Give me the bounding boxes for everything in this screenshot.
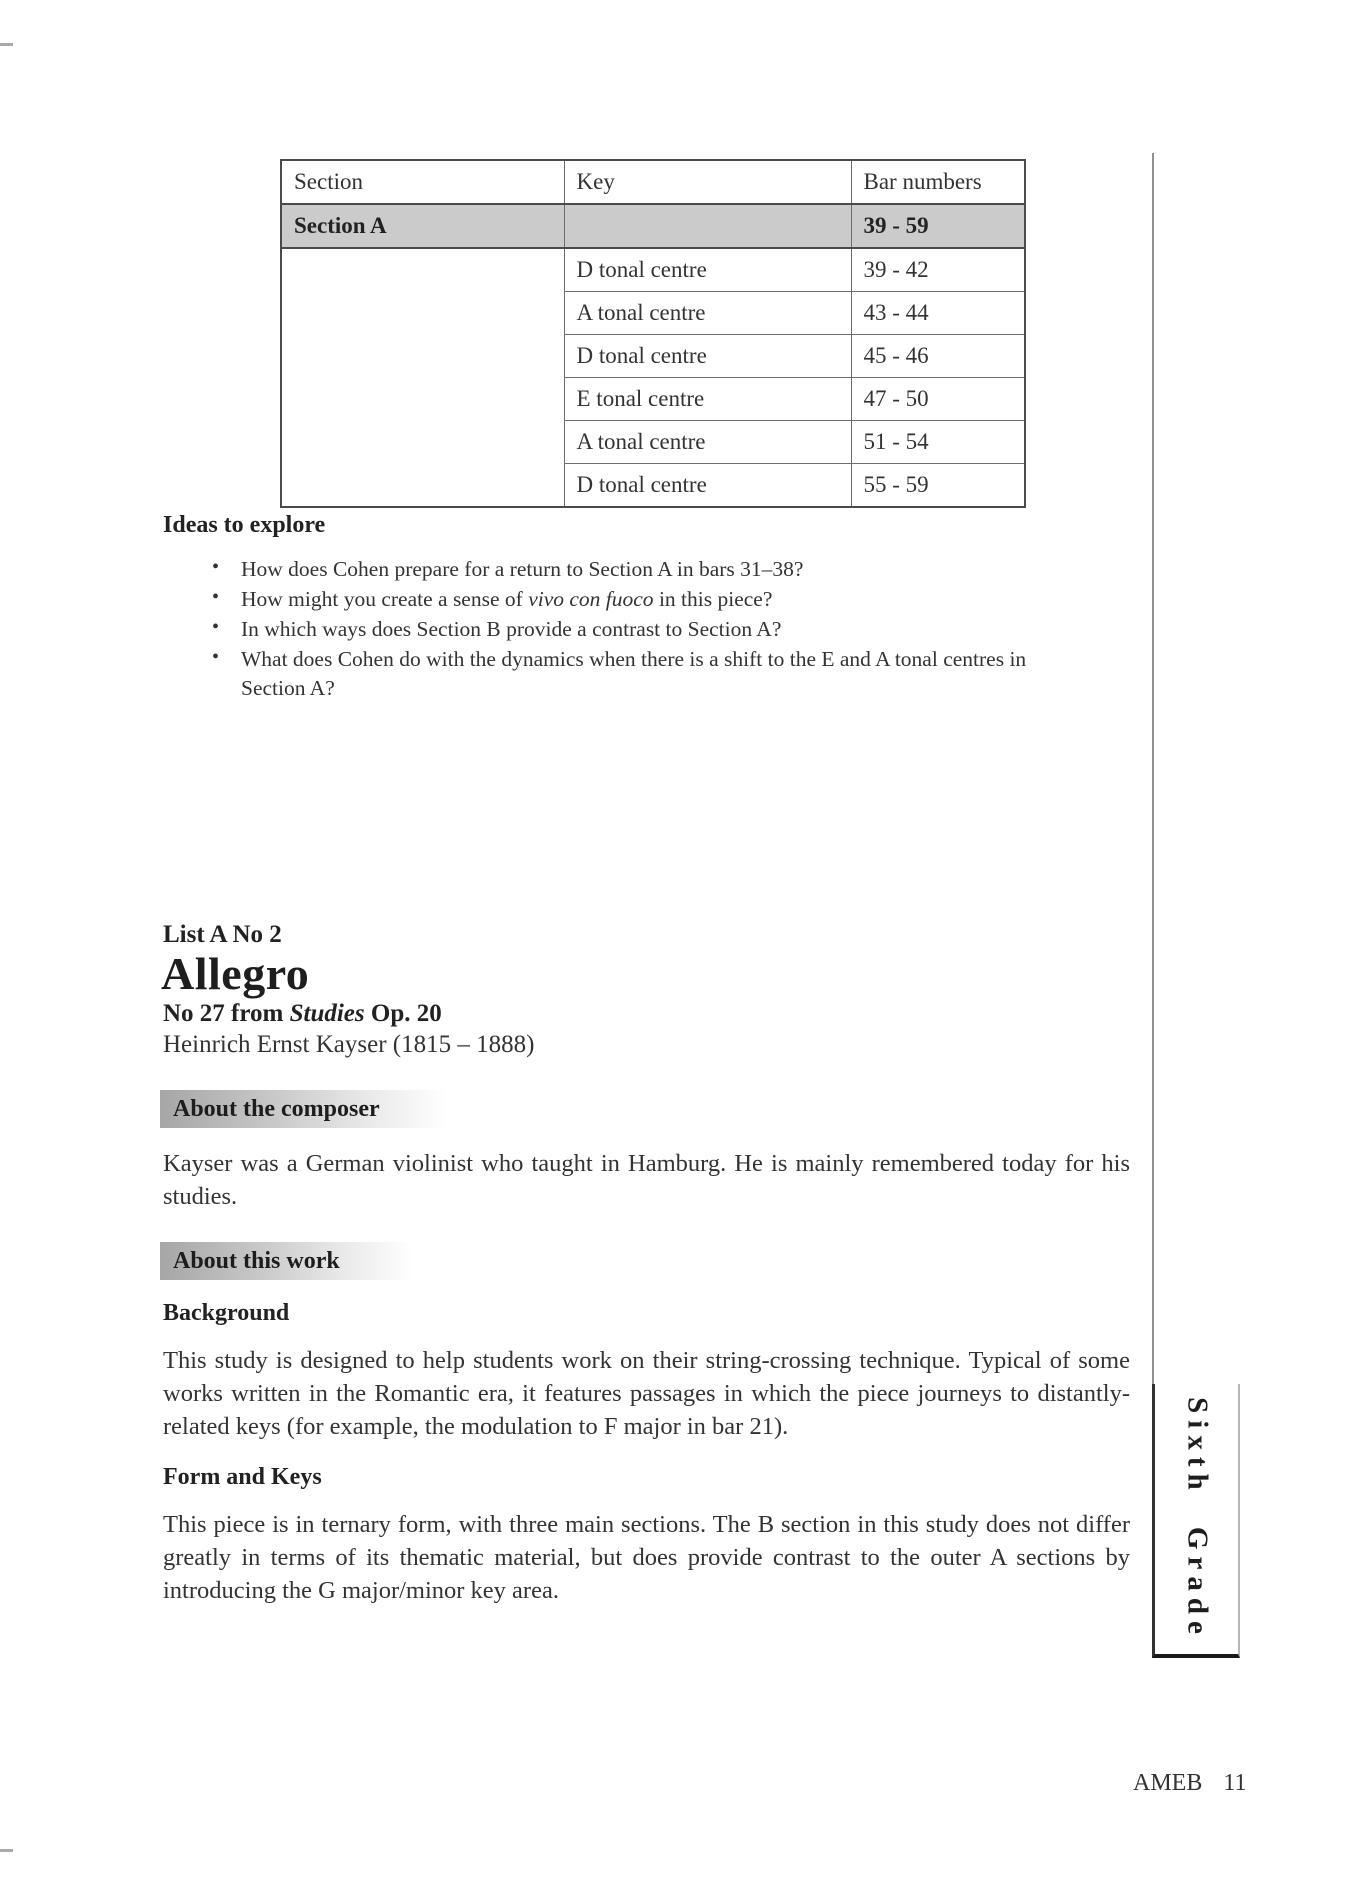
cell-bars: 55 - 59 bbox=[851, 464, 1025, 508]
bullet-text-italic: vivo con fuoco bbox=[528, 587, 654, 611]
grade-tab bbox=[1152, 1384, 1240, 1658]
cell-section-a-key bbox=[564, 204, 851, 248]
ideas-list bbox=[163, 555, 1068, 704]
about-composer-body: Kayser was a German violinist who taught in Hamburg. He is mainly remembered today for his studies. bbox=[163, 1150, 1130, 1210]
scan-mark-top bbox=[0, 43, 13, 46]
grade-tab-label: Sixth Grade bbox=[1181, 1397, 1213, 1641]
bullet-text: How might you create a sense of bbox=[241, 587, 529, 611]
composer-name: Heinrich Ernst Kayser (1815 – 1888) bbox=[163, 1031, 535, 1058]
work-subtitle bbox=[163, 1000, 442, 1028]
list-label: List A No 2 bbox=[163, 921, 282, 948]
cell-section-a: Section A bbox=[281, 204, 564, 248]
subtitle-italic: Studies bbox=[289, 1000, 365, 1027]
header-section: Section bbox=[281, 160, 564, 204]
subtitle-text: Op. 20 bbox=[364, 1000, 442, 1027]
ideas-heading: Ideas to explore bbox=[163, 512, 326, 538]
cell-key: E tonal centre bbox=[564, 378, 851, 421]
background-body: This study is designed to help students work on their string-crossing technique. Typical of some works written in the Romantic era, it features passages in which the piece journeys to distantly-related keys (for example, the modulation to F major in bar 21). bbox=[163, 1347, 1130, 1440]
cell-bars: 43 - 44 bbox=[851, 292, 1025, 335]
header-key: Key bbox=[564, 160, 851, 204]
cell-key: D tonal centre bbox=[564, 335, 851, 378]
list-item bbox=[210, 645, 1068, 703]
section-key-table bbox=[280, 159, 1026, 508]
cell-key: A tonal centre bbox=[564, 292, 851, 335]
table-header-row bbox=[281, 160, 1025, 204]
bullet-text: How does Cohen prepare for a return to Section A in bars 31–38? bbox=[241, 557, 804, 581]
page-title: Allegro bbox=[161, 948, 310, 999]
table-row bbox=[281, 248, 1025, 292]
about-work-heading: About this work bbox=[160, 1242, 413, 1280]
table-row-section-a bbox=[281, 204, 1025, 248]
header-bar-numbers: Bar numbers bbox=[851, 160, 1025, 204]
page-footer bbox=[1133, 1770, 1246, 1797]
background-heading: Background bbox=[163, 1300, 290, 1326]
bullet-icon: • bbox=[212, 616, 220, 638]
cell-bars: 47 - 50 bbox=[851, 378, 1025, 421]
about-composer-heading: About the composer bbox=[160, 1090, 447, 1128]
cell-section-merged bbox=[281, 248, 564, 507]
bullet-icon: • bbox=[212, 586, 220, 608]
bullet-text: In which ways does Section B provide a contrast to Section A? bbox=[241, 617, 782, 641]
cell-bars: 45 - 46 bbox=[851, 335, 1025, 378]
list-item bbox=[210, 585, 1068, 614]
cell-key: A tonal centre bbox=[564, 421, 851, 464]
cell-key: D tonal centre bbox=[564, 464, 851, 508]
cell-key: D tonal centre bbox=[564, 248, 851, 292]
footer-page-number: 11 bbox=[1223, 1770, 1247, 1796]
bullet-icon: • bbox=[212, 556, 220, 578]
list-item bbox=[210, 615, 1068, 644]
footer-brand: AMEB bbox=[1133, 1770, 1203, 1796]
list-item bbox=[210, 555, 1068, 584]
bullet-text: in this piece? bbox=[653, 587, 773, 611]
form-and-keys-body: This piece is in ternary form, with three main sections. The B section in this study does not differ greatly in terms of its thematic material, but does provide contrast to the outer A sections by introducing the G major/minor key area. bbox=[163, 1511, 1130, 1604]
subtitle-text: No 27 from bbox=[163, 1000, 290, 1027]
bullet-icon: • bbox=[212, 646, 220, 668]
cell-bars: 51 - 54 bbox=[851, 421, 1025, 464]
cell-section-a-bars: 39 - 59 bbox=[851, 204, 1025, 248]
form-and-keys-heading: Form and Keys bbox=[163, 1464, 322, 1490]
bullet-text: What does Cohen do with the dynamics when there is a shift to the E and A tonal centres in Section A? bbox=[241, 647, 1027, 700]
cell-bars: 39 - 42 bbox=[851, 248, 1025, 292]
scan-mark-bottom bbox=[0, 1849, 13, 1852]
